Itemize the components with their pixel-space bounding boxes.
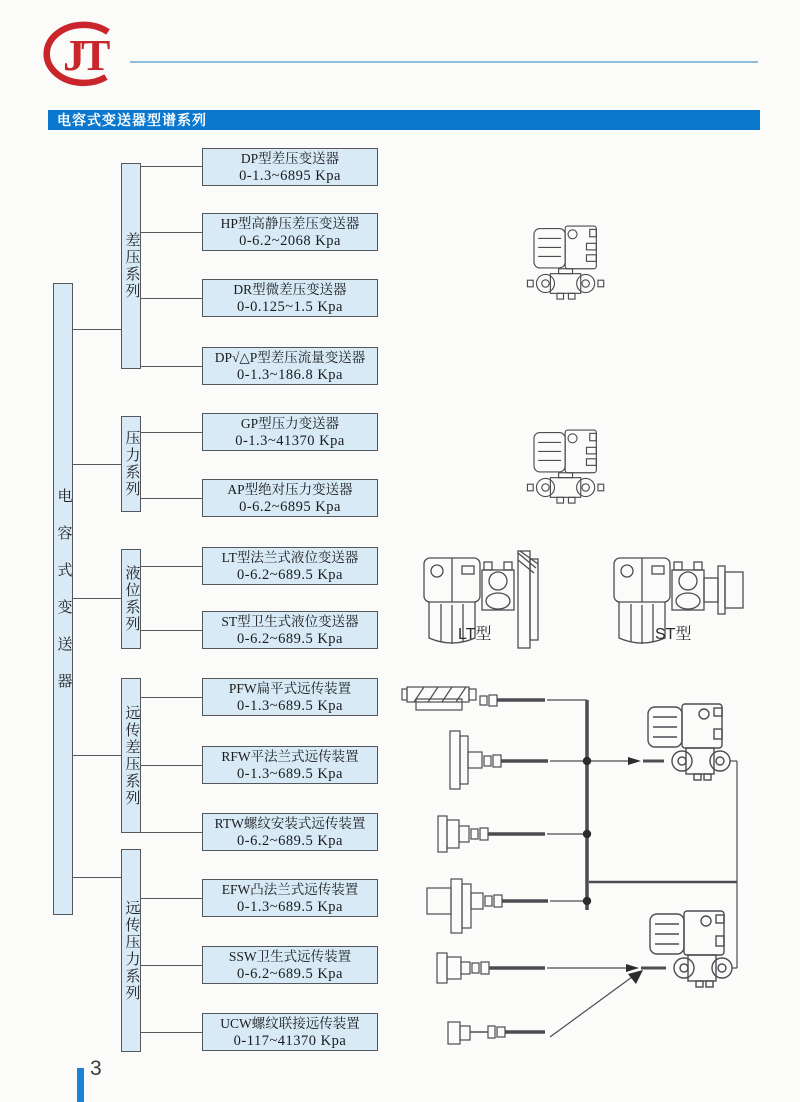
tree-connector <box>141 630 202 631</box>
product-box-ssw <box>202 946 378 984</box>
tree-connector <box>141 697 202 698</box>
category-label: 差压系列 <box>123 232 140 300</box>
category-label: 压力系列 <box>123 430 140 498</box>
product-name: GP型压力变送器 <box>240 416 340 431</box>
tree-connector <box>72 598 121 599</box>
product-box-st <box>202 611 378 649</box>
product-name: EFW凸法兰式远传装置 <box>221 882 359 897</box>
product-box-efw <box>202 879 378 917</box>
product-name: DR型微差压变送器 <box>233 282 347 297</box>
product-name: DP√△P型差压流量变送器 <box>214 350 366 365</box>
product-name: RTW螺纹安装式远传装置 <box>214 816 366 831</box>
tree-connector <box>141 898 202 899</box>
tree-connector <box>72 877 121 878</box>
tree-connector <box>141 166 202 167</box>
category-box-remote-dp <box>121 678 141 833</box>
lt-figure-label: LT型 <box>458 626 492 643</box>
product-box-dp-flow <box>202 347 378 385</box>
category-label: 远传差压系列 <box>123 704 140 807</box>
tree-connector <box>141 1032 202 1033</box>
product-range: 0-6.2~689.5 Kpa <box>237 631 343 647</box>
product-range: 0-1.3~689.5 Kpa <box>237 899 343 915</box>
product-box-gp <box>202 413 378 451</box>
tree-connector <box>141 232 202 233</box>
header-rule <box>130 61 758 63</box>
product-box-dp <box>202 148 378 186</box>
remote-seal-network-drawing <box>402 687 737 1044</box>
product-name: PFW扁平式远传装置 <box>228 681 352 696</box>
product-box-pfw <box>202 678 378 716</box>
tree-connector <box>141 432 202 433</box>
company-logo <box>42 16 128 92</box>
tree-connector <box>141 832 202 833</box>
product-name: ST型卫生式液位变送器 <box>221 614 359 629</box>
tree-connector <box>72 755 121 756</box>
product-box-lt <box>202 547 378 585</box>
dp-transmitter-drawing <box>527 226 603 299</box>
product-name: LT型法兰式液位变送器 <box>221 550 359 565</box>
product-box-rfw <box>202 746 378 784</box>
product-box-rtw <box>202 813 378 851</box>
product-range: 0-6.2~6895 Kpa <box>239 499 341 515</box>
product-range: 0-1.3~689.5 Kpa <box>237 766 343 782</box>
tree-connector <box>72 464 121 465</box>
product-range: 0-6.2~689.5 Kpa <box>237 966 343 982</box>
page-title: 电容式变送器型谱系列 <box>57 112 207 128</box>
tree-connector <box>141 765 202 766</box>
category-box-diff-pressure <box>121 163 141 369</box>
category-label: 远传压力系列 <box>123 899 140 1002</box>
category-box-remote-pressure <box>121 849 141 1052</box>
tree-connector <box>141 298 202 299</box>
st-figure-label: ST型 <box>655 626 692 643</box>
product-name: HP型高静压差压变送器 <box>220 216 360 231</box>
tree-connector <box>141 566 202 567</box>
product-range: 0-0.125~1.5 Kpa <box>237 299 343 315</box>
category-label: 液位系列 <box>123 565 140 633</box>
product-box-ucw <box>202 1013 378 1051</box>
product-name: AP型绝对压力变送器 <box>227 482 353 497</box>
product-range: 0-6.2~689.5 Kpa <box>237 833 343 849</box>
product-range: 0-6.2~2068 Kpa <box>239 233 341 249</box>
product-range: 0-1.3~6895 Kpa <box>239 168 341 184</box>
product-name: RFW平法兰式远传装置 <box>221 749 359 764</box>
tree-connector <box>141 366 202 367</box>
remote-transmitter-drawing-upper <box>648 704 730 780</box>
product-name: UCW螺纹联接远传装置 <box>220 1016 360 1031</box>
tree-connector <box>141 498 202 499</box>
product-box-ap <box>202 479 378 517</box>
tree-connector <box>72 329 121 330</box>
product-name: SSW卫生式远传装置 <box>228 949 352 964</box>
page-number-accent-bar <box>77 1068 84 1102</box>
gp-transmitter-drawing <box>527 430 603 503</box>
category-box-pressure <box>121 416 141 512</box>
product-range: 0-117~41370 Kpa <box>233 1033 347 1049</box>
remote-transmitter-drawing-lower <box>650 911 732 987</box>
product-range: 0-1.3~41370 Kpa <box>235 433 345 449</box>
tree-connector <box>141 965 202 966</box>
product-box-hp <box>202 213 378 251</box>
section-title-bar <box>48 110 760 130</box>
product-range: 0-1.3~689.5 Kpa <box>237 698 343 714</box>
product-name: DP型差压变送器 <box>240 151 340 166</box>
page-number: 3 <box>90 1057 102 1080</box>
tree-root-label: 电容式变送器 <box>55 488 72 710</box>
product-range: 0-1.3~186.8 Kpa <box>237 367 343 383</box>
category-box-level <box>121 549 141 649</box>
product-box-dr <box>202 279 378 317</box>
logo-text: JT <box>63 31 107 80</box>
tree-root-box <box>53 283 73 915</box>
product-range: 0-6.2~689.5 Kpa <box>237 567 343 583</box>
